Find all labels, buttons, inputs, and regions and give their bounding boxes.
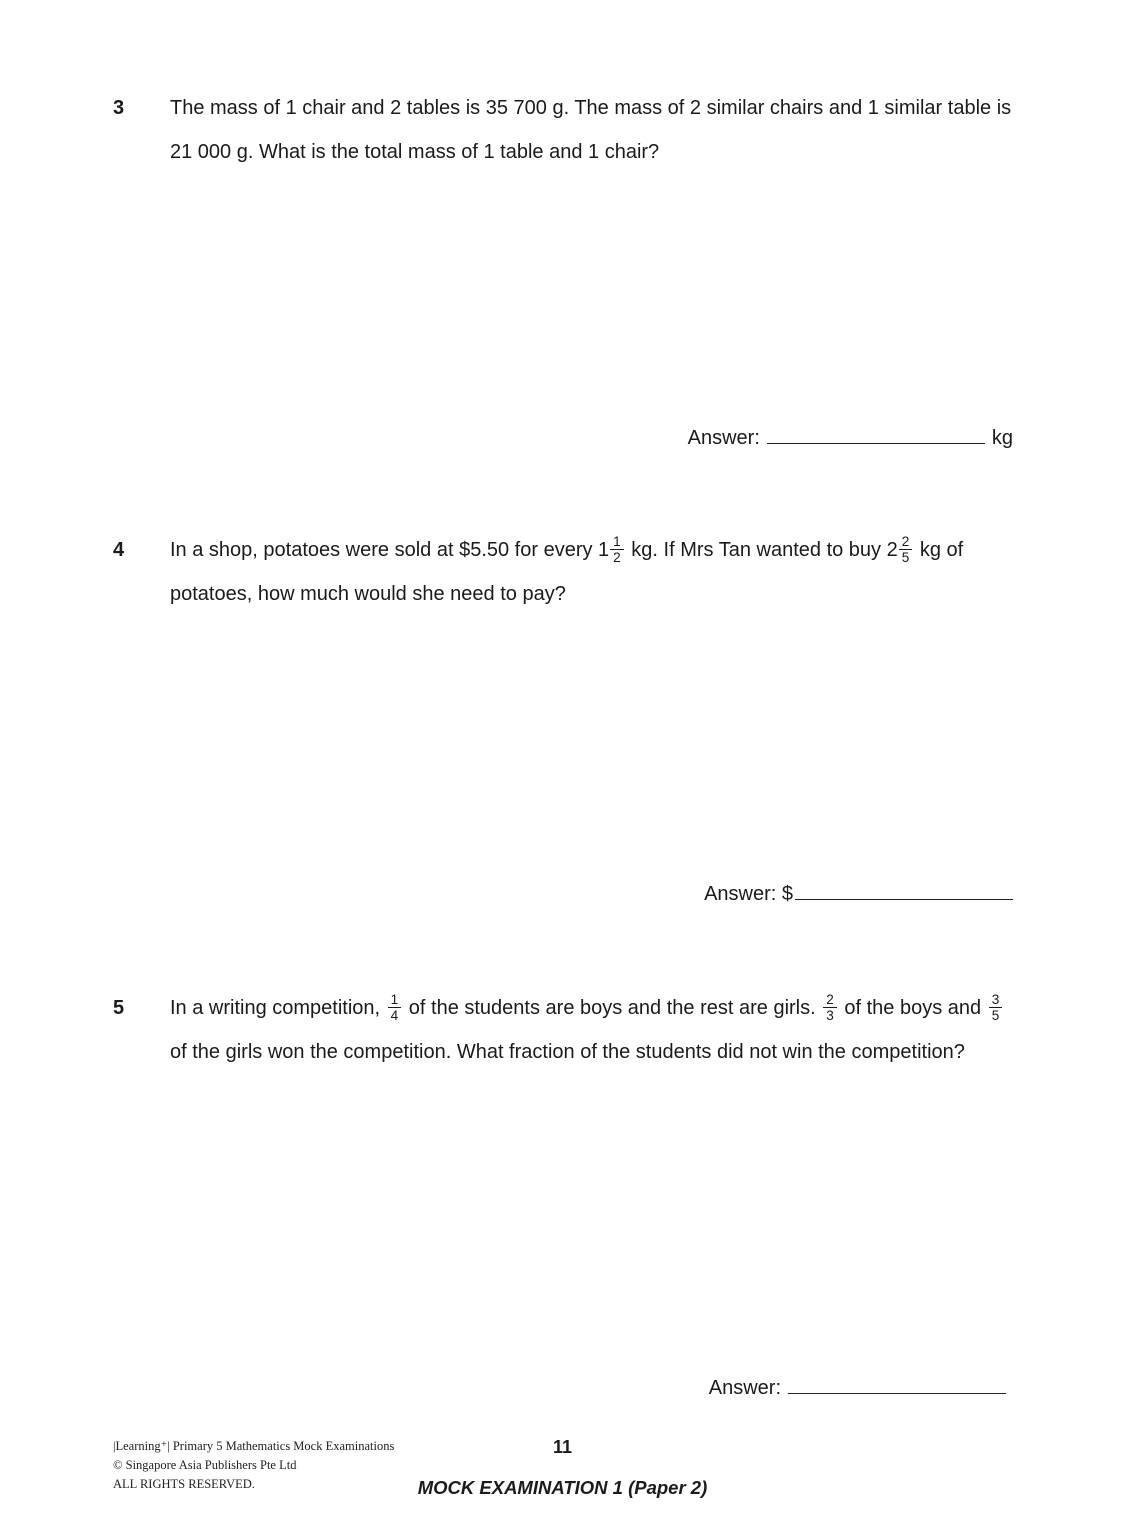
answer-label: Answer: — [687, 427, 760, 449]
fraction — [610, 534, 624, 566]
question-3 — [113, 86, 1023, 174]
question-text — [170, 528, 1023, 616]
answer-row-q4 — [704, 880, 1013, 906]
answer-unit: kg — [991, 427, 1013, 449]
fraction-numerator: 1 — [388, 992, 402, 1009]
footer-exam-title: MOCK EXAMINATION 1 (Paper 2) — [417, 1477, 708, 1498]
fraction — [989, 992, 1003, 1024]
answer-blank — [795, 880, 1013, 900]
whole-number: 2 — [886, 539, 898, 561]
question-number: 3 — [113, 97, 125, 119]
question-text-segment: The mass of 1 chair and 2 tables is 35 700 g. The mass of 2 similar chairs and 1 similar table is 21 000 g. What is the total mass of 1 table and 1 chair? — [170, 97, 1012, 163]
fraction-numerator: 1 — [610, 534, 624, 551]
fraction-numerator: 2 — [823, 992, 837, 1009]
fraction-denominator: 2 — [613, 550, 621, 566]
rights-line: ALL RIGHTS RESERVED. — [113, 1476, 255, 1491]
mixed-number — [886, 533, 915, 566]
question-number: 4 — [113, 539, 125, 561]
fraction-denominator: 5 — [991, 1008, 1000, 1024]
question-5 — [113, 986, 1023, 1074]
question-text-segment: of the girls won the competition. What fraction of the students did not win the competition? — [170, 1041, 965, 1063]
question-text-segment: kg of potatoes, how much would she need to pay? — [170, 539, 964, 605]
answer-label: Answer: $ — [704, 883, 793, 905]
answer-row-q5 — [709, 1374, 1013, 1400]
imprint-line: |Learning⁺| Primary 5 Mathematics Mock Examinations — [113, 1439, 395, 1453]
fraction-denominator: 4 — [390, 1008, 399, 1024]
question-text-segment: of the students are boys and the rest are girls. — [403, 997, 822, 1019]
fraction-numerator: 2 — [899, 534, 913, 551]
question-text-segment: of the boys and — [838, 997, 987, 1019]
question-4 — [113, 528, 1023, 616]
question-number: 5 — [113, 997, 125, 1019]
question-text-segment: In a writing competition, — [170, 997, 386, 1019]
fraction — [823, 992, 837, 1024]
answer-label: Answer: — [708, 1377, 781, 1399]
copyright-line: © Singapore Asia Publishers Pte Ltd — [113, 1457, 297, 1472]
page-number: 11 — [552, 1437, 573, 1457]
mixed-number — [598, 533, 626, 566]
fraction-numerator: 3 — [989, 992, 1003, 1009]
answer-row-q3 — [688, 424, 1013, 450]
fraction — [388, 992, 402, 1024]
question-text — [170, 986, 1023, 1074]
fraction-denominator: 3 — [826, 1008, 834, 1024]
question-text — [170, 86, 1023, 174]
fraction — [899, 534, 913, 566]
question-text-segment: kg. If Mrs Tan wanted to buy — [625, 539, 887, 561]
fraction-denominator: 5 — [901, 550, 910, 566]
whole-number: 1 — [598, 539, 610, 561]
question-text-segment: In a shop, potatoes were sold at $5.50 for every — [170, 539, 599, 561]
answer-blank — [788, 1374, 1006, 1394]
answer-blank — [767, 424, 985, 444]
